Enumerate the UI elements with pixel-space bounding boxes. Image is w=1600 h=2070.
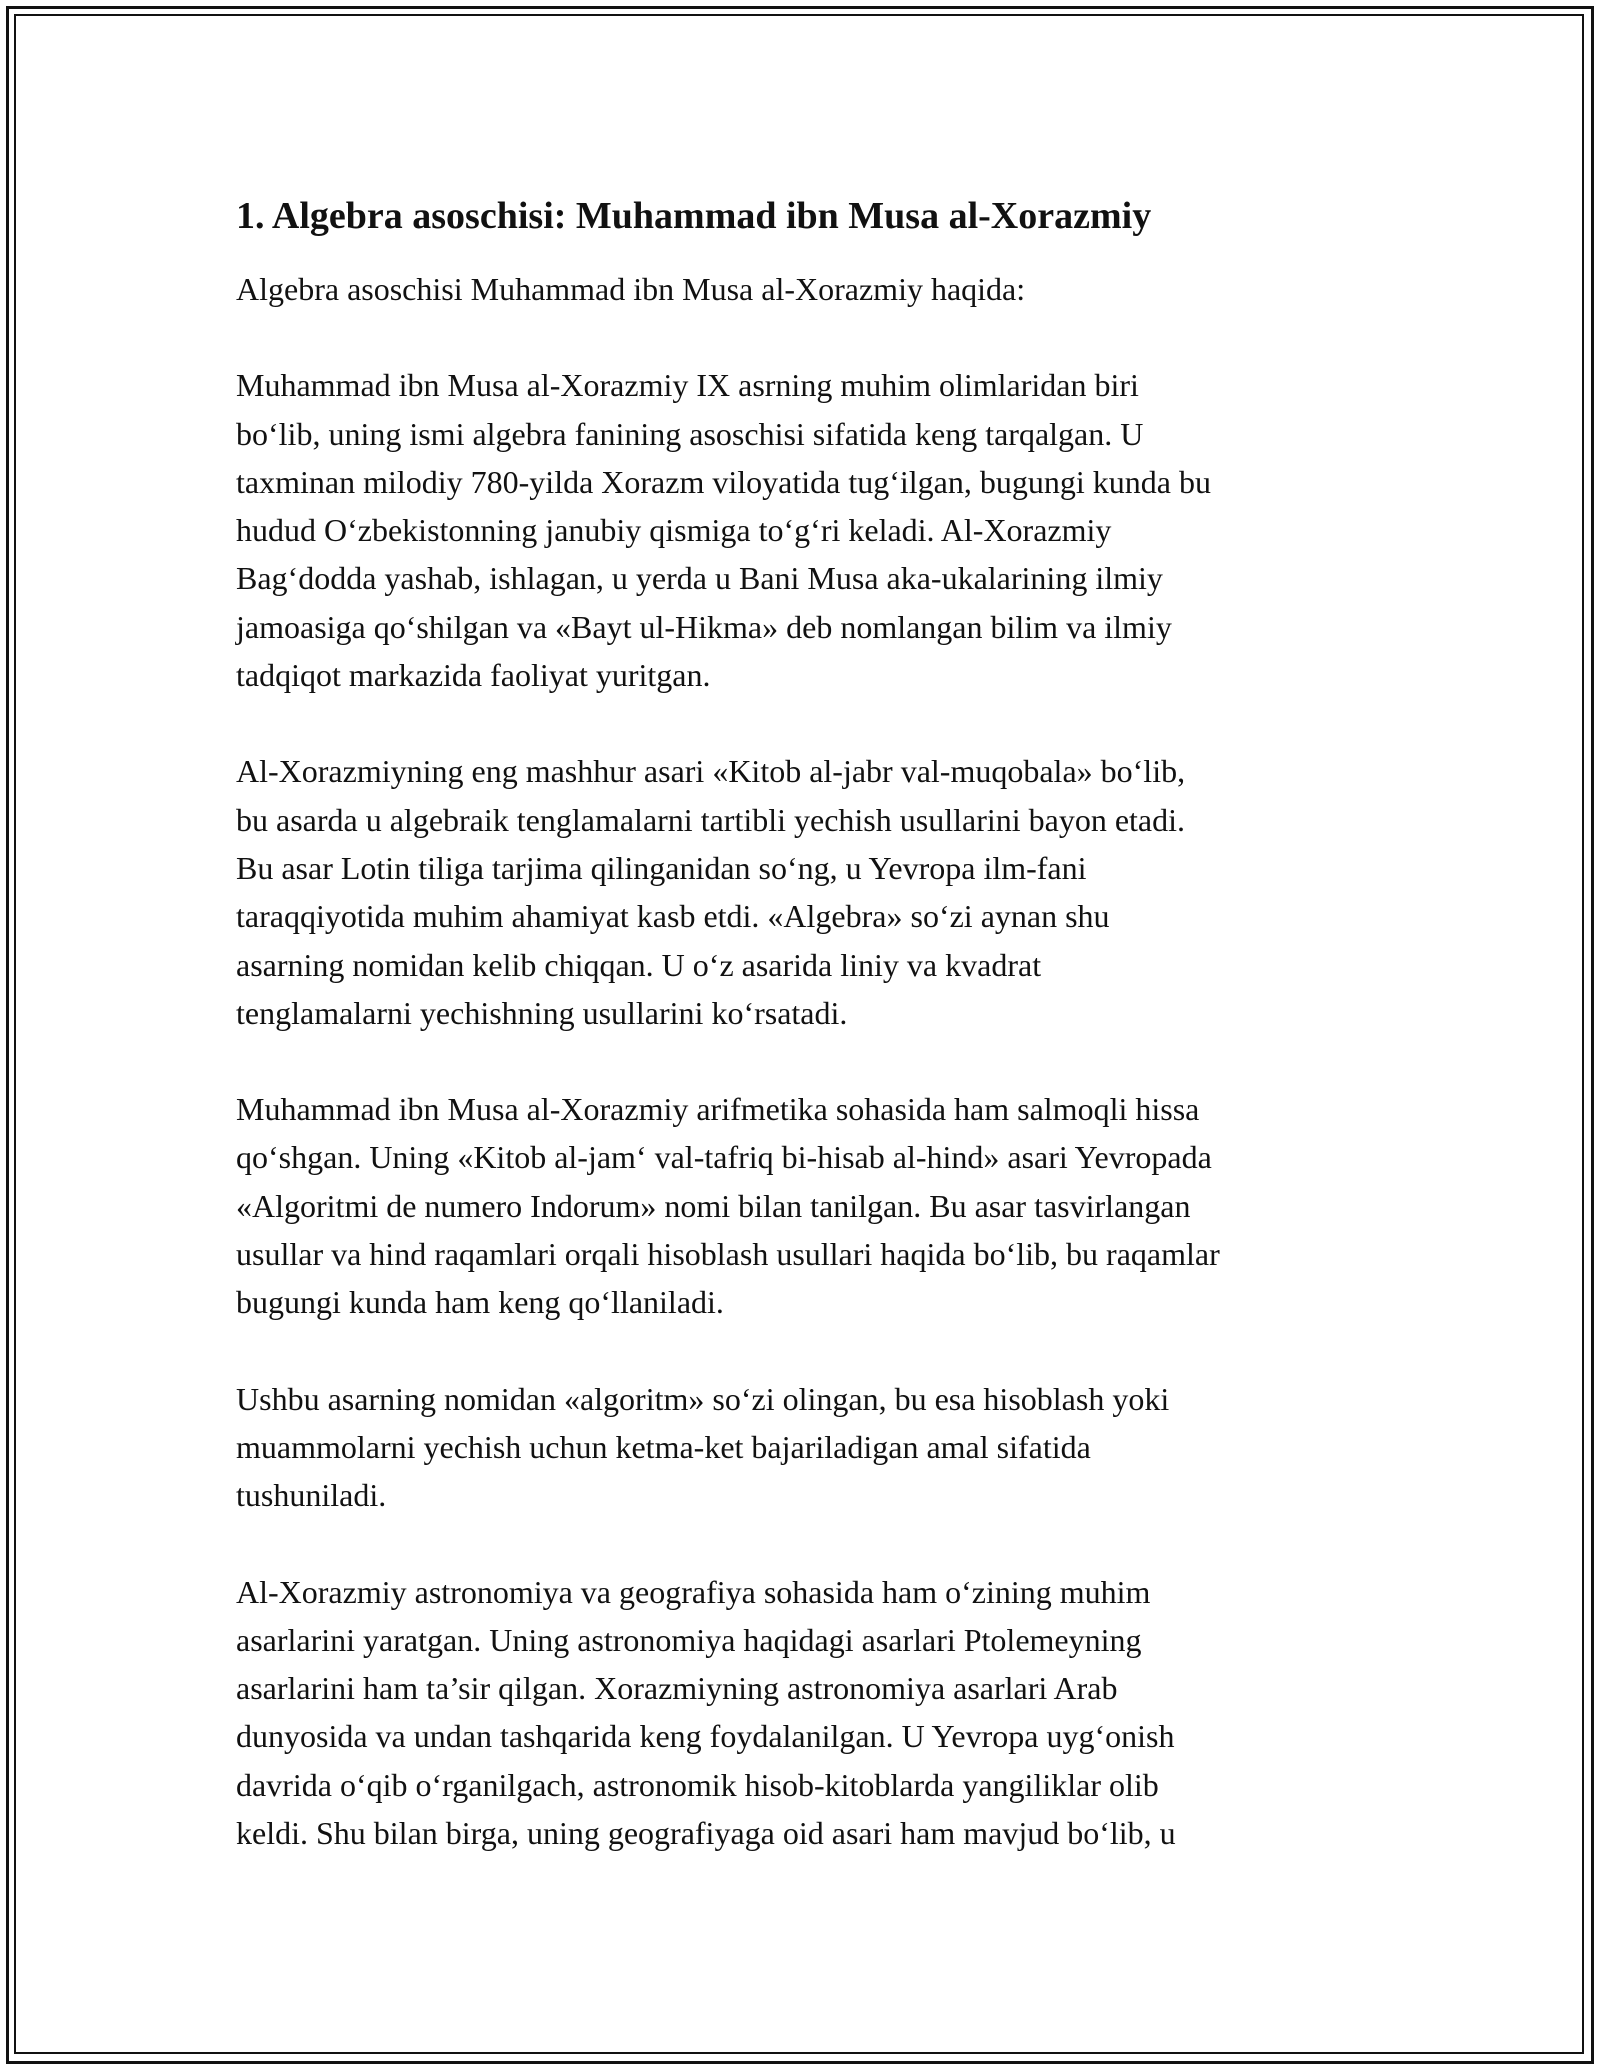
section-heading: 1. Algebra asoschisi: Muhammad ibn Musa al-Xorazmiy — [236, 195, 1152, 237]
paragraph-biography: Muhammad ibn Musa al-Xorazmiy IX asrning muhim olimlaridan biri bo‘lib, uning ismi algebra fanining asoschisi sifatida keng tarqalgan. U taxminan milodiy 780-yilda Xorazm viloyatida tug‘ilgan, bugungi kunda bu hudud O‘zbekistonning janubiy qismiga to‘g‘ri keladi. Al-Xorazmiy Bag‘dodda yashab, ishlagan, u yerda u Bani Musa aka-ukalarining ilmiy jamoasiga qo‘shilgan va «Bayt ul-Hikma» deb nomlangan bilim va ilmiy tadqiqot markazida faoliyat yuritgan. — [236, 367, 1211, 694]
document-body — [236, 185, 1376, 1905]
paragraph-arithmetic: Muhammad ibn Musa al-Xorazmiy arifmetika sohasida ham salmoqli hissa qo‘shgan. Uning «Kitob al-jam‘ val-tafriq bi-hisab al-hind» asari Yevropada «Algoritmi de numero Indorum» nomi bilan tanilgan. Bu asar tasvirlangan usullar va hind raqamlari orqali hisoblash usullari haqida bo‘lib, bu raqamlar bugungi kunda ham keng qo‘llaniladi. — [236, 1091, 1220, 1321]
paragraph-algorithm: Ushbu asarning nomidan «algoritm» so‘zi olingan, bu esa hisoblash yoki muammolarni yechish uchun ketma-ket bajariladigan amal sifatida tushuniladi. — [236, 1380, 1170, 1514]
intro-paragraph: Algebra asoschisi Muhammad ibn Musa al-Xorazmiy haqida: — [236, 271, 1026, 307]
paragraph-astronomy: Al-Xorazmiy astronomiya va geografiya sohasida ham o‘zining muhim asarlarini yaratgan. Uning astronomiya haqidagi asarlari Ptolemeyning asarlarini ham ta’sir qilgan. Xorazmiyning astronomiya asarlari Arab dunyosida va undan tashqarida keng foydalanilgan. U Yevropa uyg‘onish davrida o‘qib o‘rganilgach, astronomik hisob-kitoblarda yangiliklar olib keldi. Shu bilan birga, uning geografiyaga oid asari ham mavjud bo‘lib, u — [236, 1573, 1176, 1852]
paragraph-algebra-work: Al-Xorazmiyning eng mashhur asari «Kitob al-jabr val-muqobala» bo‘lib, bu asarda u algebraik tenglamalarni tartibli yechish usullarini bayon etadi. Bu asar Lotin tiliga tarjima qilinganidan so‘ng, u Yevropa ilm-fani taraqqiyotida muhim ahamiyat kasb etdi. «Algebra» so‘zi aynan shu asarning nomidan kelib chiqqan. U o‘z asarida liniy va kvadrat tenglamalarni yechishning usullarini ko‘rsatadi. — [236, 753, 1186, 1031]
